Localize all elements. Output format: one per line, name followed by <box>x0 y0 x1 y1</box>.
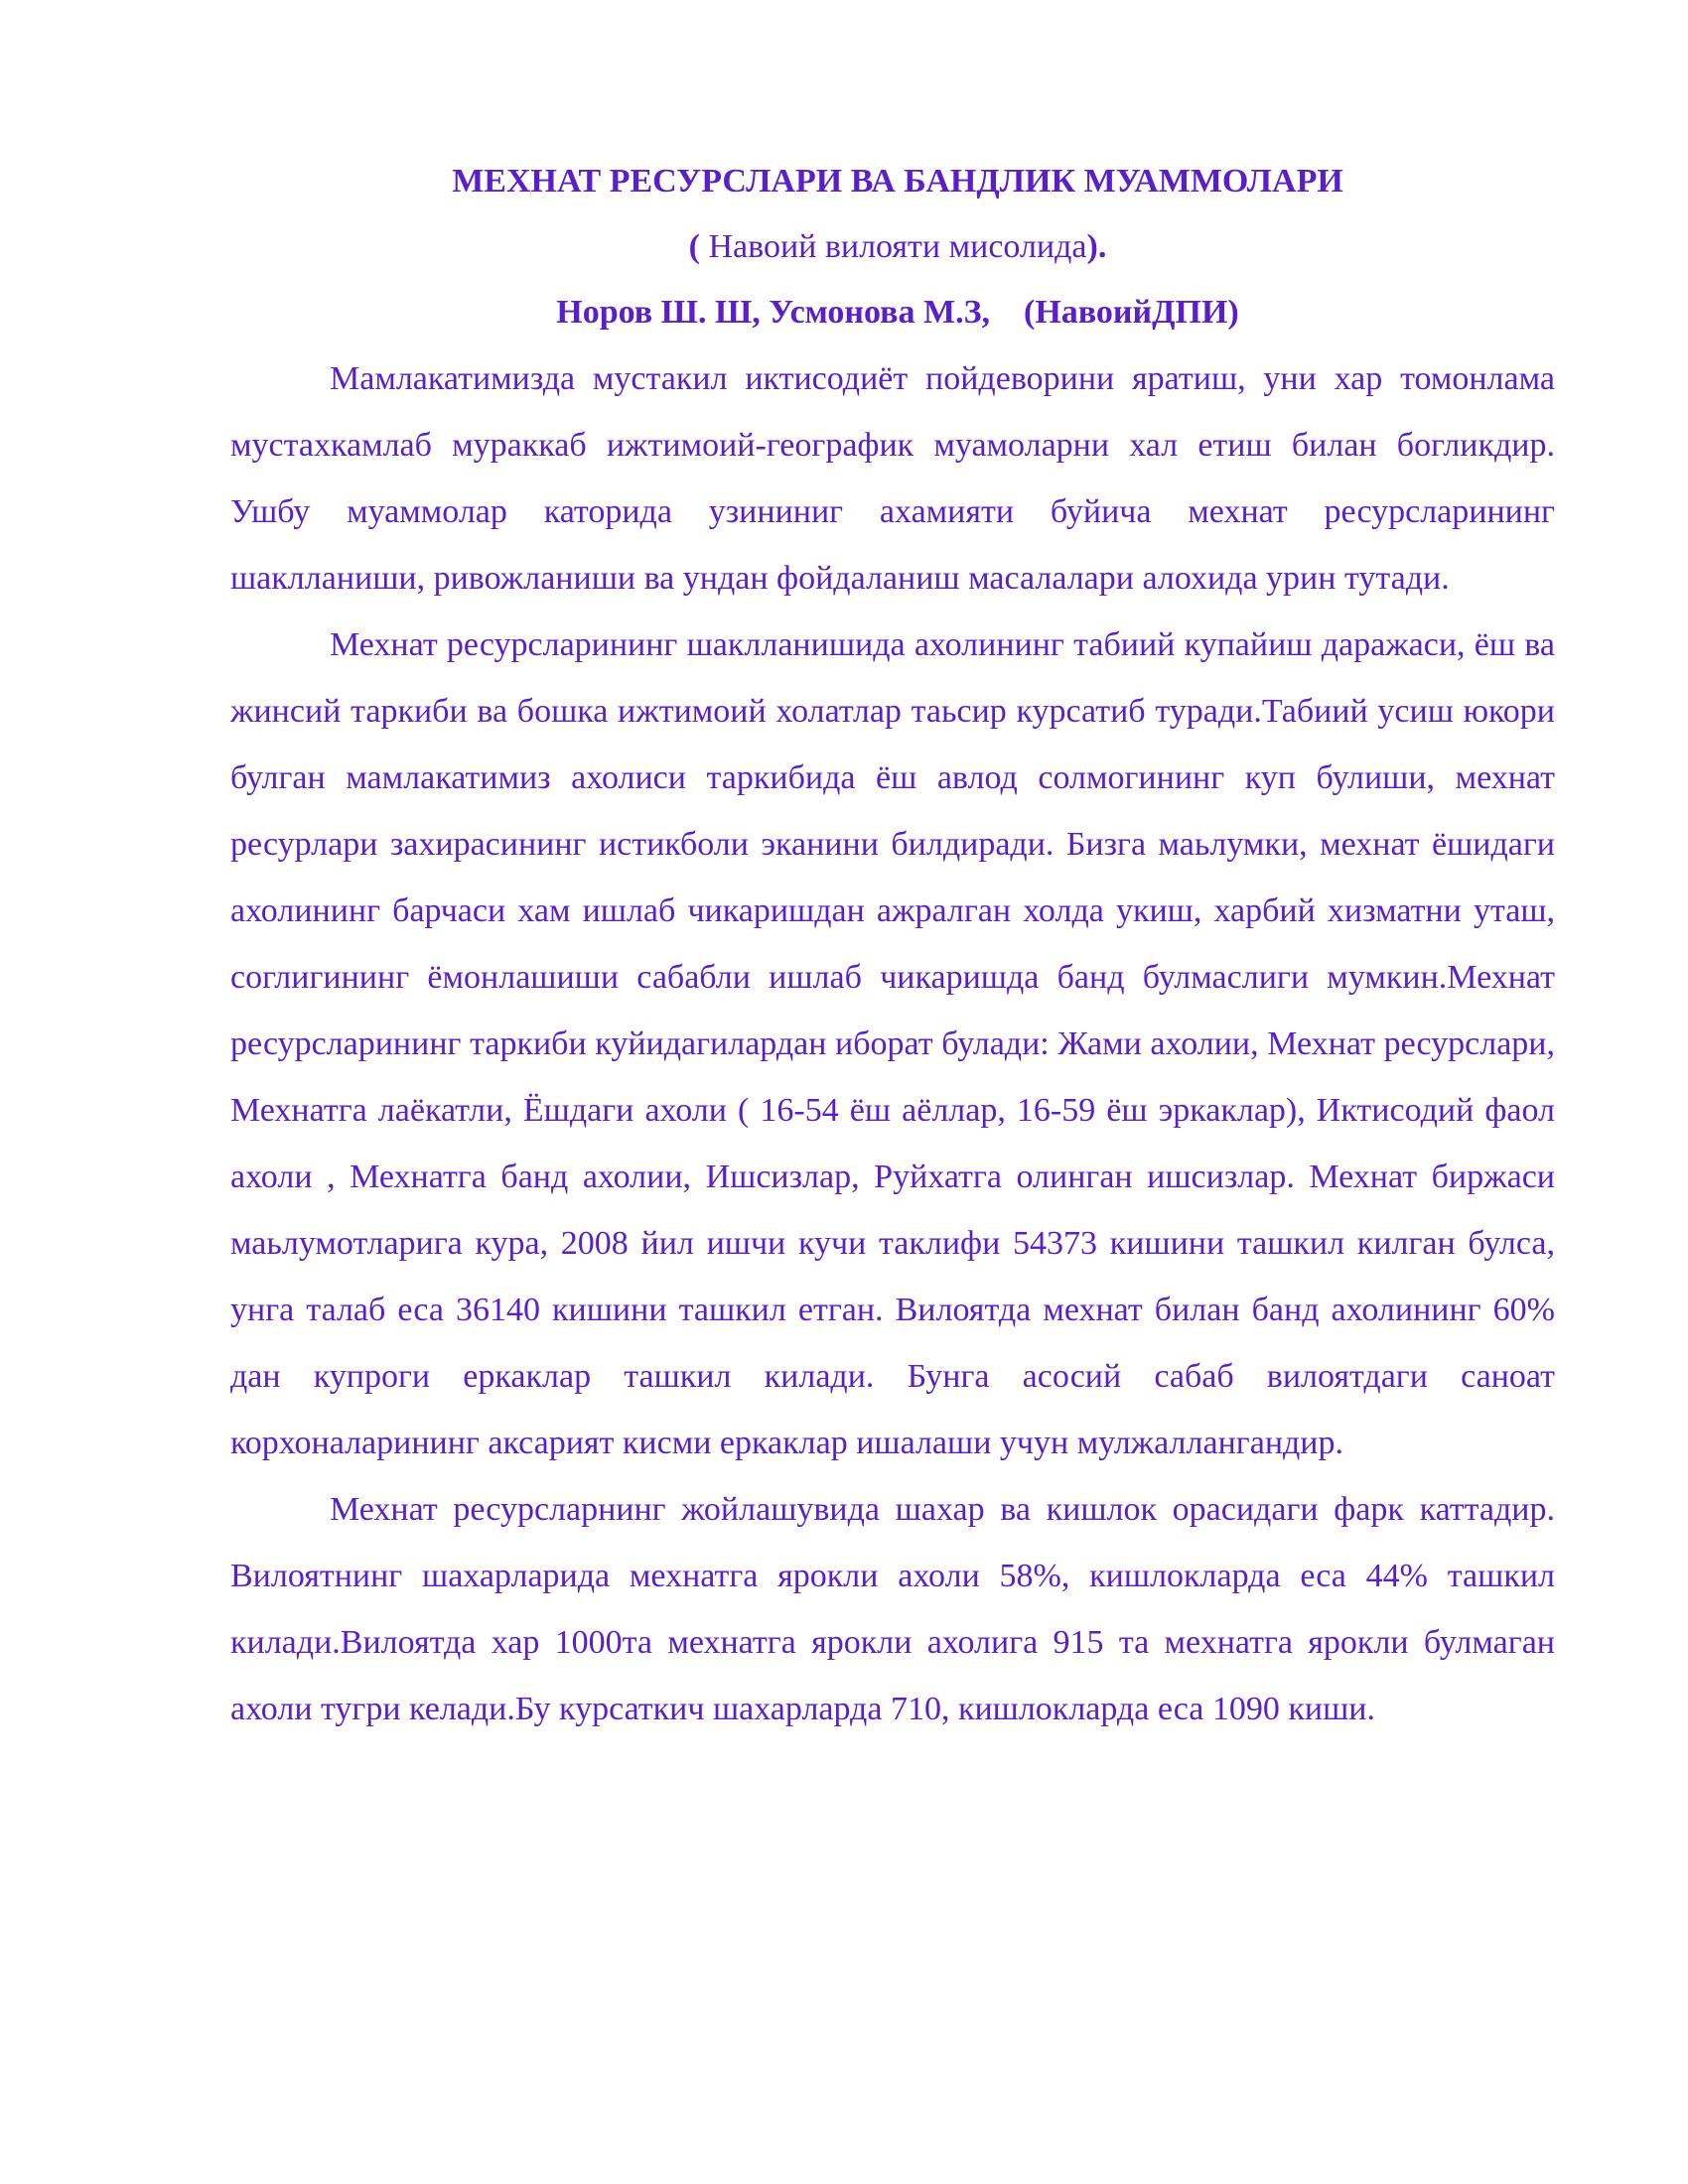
subtitle-close-paren: ). <box>1086 228 1107 265</box>
paragraph-1: Мамлакатимизда мустакил иктисодиёт пойдеворини яратиш, уни хар томонлама мустахкамлаб мураккаб ижтимоий-географик муамоларни хал етиш билан богликдир. Ушбу муаммолар каторида узининиг ахамияти буйича мехнат ресурсларининг шаклланиши, ривожланиши ва ундан фойдаланиш масалалари алохида урин тутади. <box>230 360 1555 597</box>
document-authors: Норов Ш. Ш, Усмонова М.З, (НавоийДПИ) <box>556 294 1239 331</box>
subtitle-open-paren: ( <box>688 228 700 265</box>
paragraph-3: Мехнат ресурсларнинг жойлашувида шахар ва кишлок орасидаги фарк каттадир. Вилоятнинг шахарларида мехнатга ярокли ахоли 58%, кишлокларда еса 44% ташкил килади.Вилоятда хар 1000та мехнатга ярокли ахолига 915 та мехнатга ярокли булмаган ахоли тугри келади.Бу курсаткич шахарларда 710, кишлокларда еса 1090 киши. <box>230 1491 1555 1727</box>
paragraph-2: Мехнат ресурсларининг шаклланишида ахолининг табиий купайиш даражаси, ёш ва жинсий таркиби ва бошка ижтимоий холатлар таьсир курсатиб туради.Табиий усиш юкори булган мамлакатимиз ахолиси таркибида ёш авлод солмогининг куп булиши, мехнат ресурлари захирасининг истикболи эканини билдиради. Бизга маьлумки, мехнат ёшидаги ахолининг барчаси хам ишлаб чикаришдан ажралган холда укиш, харбий хизматни уташ, соглигининг ёмонлашиши сабабли ишлаб чикаришда банд булмаслиги мумкин.Мехнат ресурсларининг таркиби куйидагилардан иборат булади: Жами ахолии, Мехнат ресурслари, Мехнатга лаёкатли, Ёшдаги ахоли ( 16-54 ёш аёллар, 16-59 ёш эркаклар), Иктисодий фаол ахоли , Мехнатга банд ахолии, Ишсизлар, Руйхатга олинган ишсизлар. Мехнат биржаси маьлумотларига кура, 2008 йил ишчи кучи таклифи 54373 кишини ташкил килган булса, унга талаб еса 36140 кишини ташкил етган. Вилоятда мехнат билан банд ахолининг 60% дан купроги еркаклар ташкил килади. Бунга асосий сабаб вилоятдаги саноат корхоналарининг аксарият кисми еркаклар ишалаши учун мулжаллангандир. <box>230 626 1555 1461</box>
document-body <box>230 149 1555 1742</box>
document-subtitle <box>230 214 1555 280</box>
subtitle-text: Навоий вилояти мисолида <box>699 228 1087 265</box>
document-title: МЕХНАТ РЕСУРСЛАРИ ВА БАНДЛИК МУАММОЛАРИ <box>452 163 1343 200</box>
